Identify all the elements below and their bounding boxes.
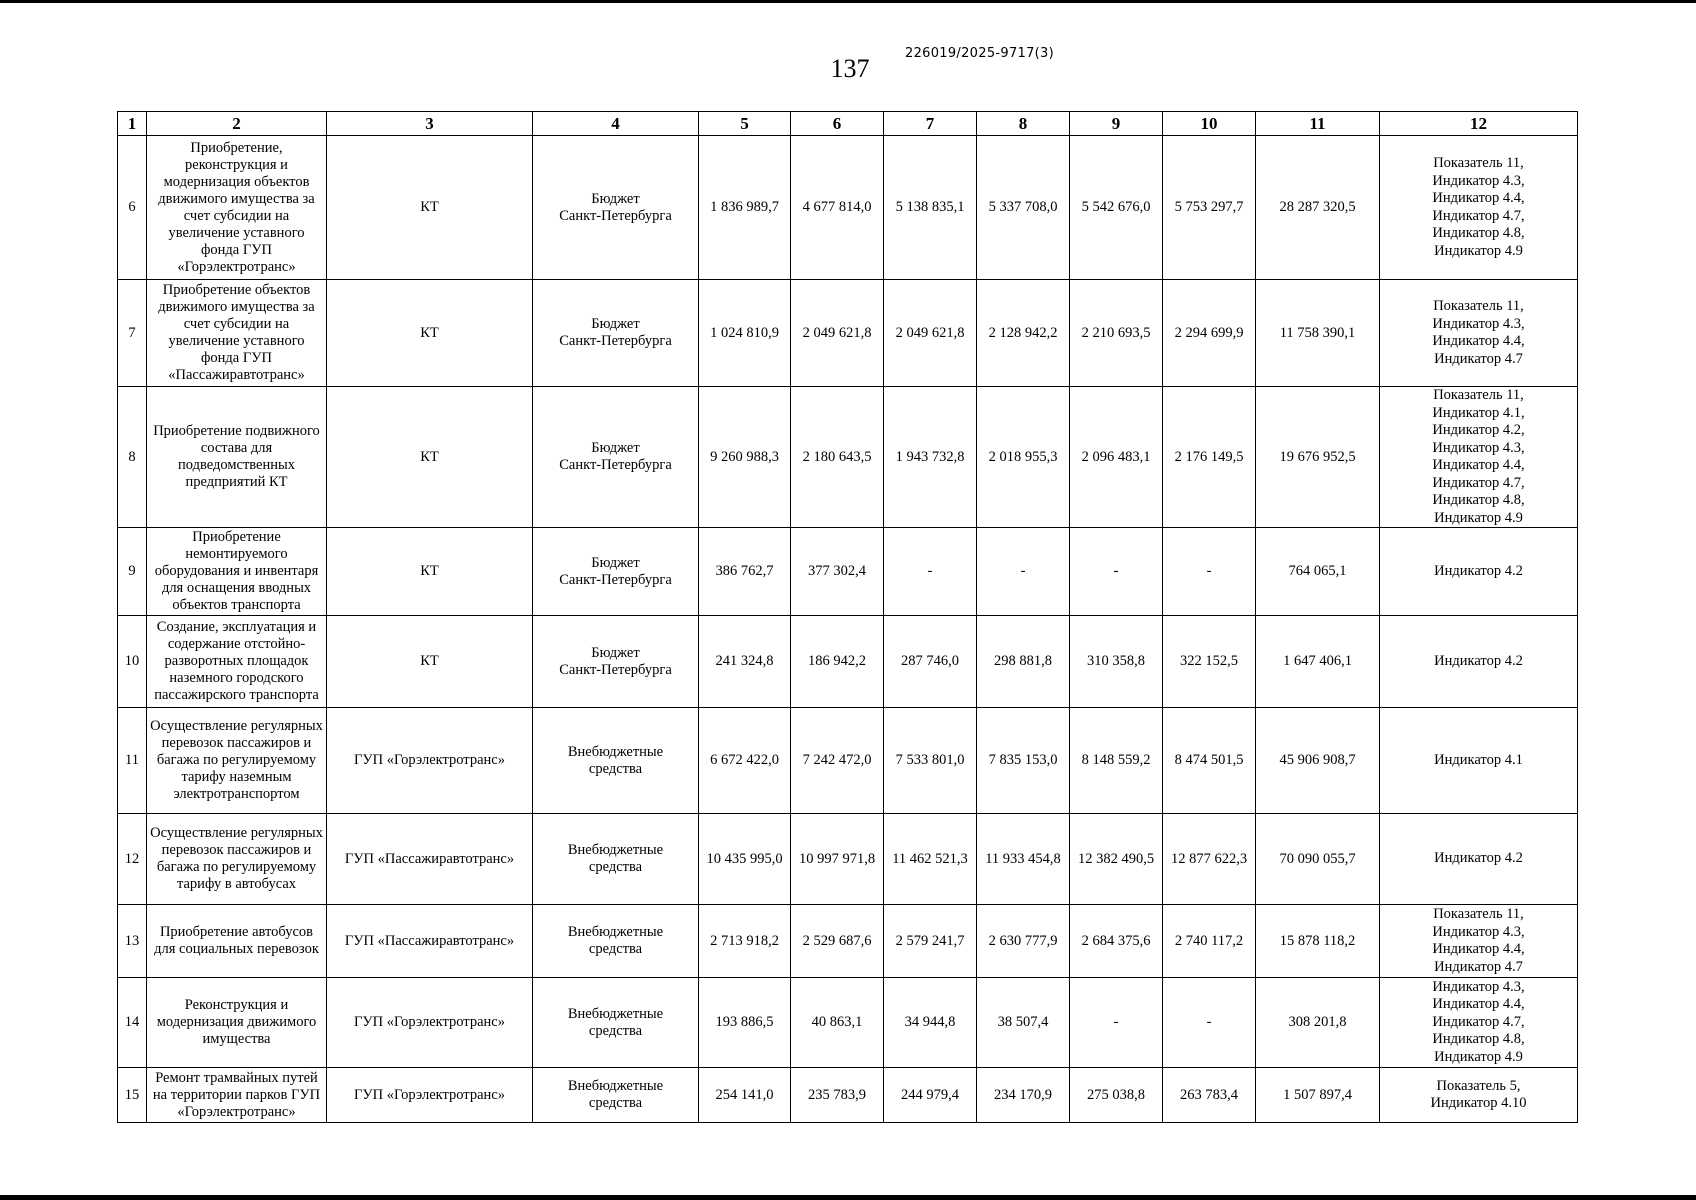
- funding-source: Внебюджетные средства: [533, 905, 699, 978]
- row-number: 9: [118, 528, 147, 616]
- table-row: [118, 387, 1578, 528]
- value-col-9: -: [1070, 528, 1163, 616]
- value-col-7: 5 138 835,1: [884, 136, 977, 280]
- value-col-10: 2 294 699,9: [1163, 280, 1256, 387]
- value-col-10: -: [1163, 528, 1256, 616]
- indicators: Индикатор 4.3, Индикатор 4.4, Индикатор 4.7, Индикатор 4.8, Индикатор 4.9: [1380, 978, 1578, 1068]
- row-number: 11: [118, 708, 147, 814]
- executor: КТ: [327, 280, 533, 387]
- column-header: 2: [147, 112, 327, 136]
- activity-name: Приобретение автобусов для социальных перевозок: [147, 905, 327, 978]
- value-col-6: 2 049 621,8: [791, 280, 884, 387]
- value-col-7: 34 944,8: [884, 978, 977, 1068]
- value-col-9: 12 382 490,5: [1070, 814, 1163, 905]
- value-col-11-total: 11 758 390,1: [1256, 280, 1380, 387]
- value-col-7: 2 579 241,7: [884, 905, 977, 978]
- value-col-7: 287 746,0: [884, 616, 977, 708]
- activity-name: Осуществление регулярных перевозок пассажиров и багажа по регулируемому тарифу в автобусах: [147, 814, 327, 905]
- table-row: [118, 616, 1578, 708]
- table-row: [118, 528, 1578, 616]
- executor: ГУП «Пассажиравтотранс»: [327, 905, 533, 978]
- value-col-11-total: 45 906 908,7: [1256, 708, 1380, 814]
- indicators: Показатель 11, Индикатор 4.3, Индикатор 4.4, Индикатор 4.7: [1380, 280, 1578, 387]
- row-number: 14: [118, 978, 147, 1068]
- executor: КТ: [327, 387, 533, 528]
- indicators: Индикатор 4.1: [1380, 708, 1578, 814]
- value-col-8: 298 881,8: [977, 616, 1070, 708]
- table-row: [118, 280, 1578, 387]
- value-col-9: 310 358,8: [1070, 616, 1163, 708]
- value-col-10: 12 877 622,3: [1163, 814, 1256, 905]
- value-col-9: 275 038,8: [1070, 1068, 1163, 1123]
- funding-source: Бюджет Санкт-Петербурга: [533, 616, 699, 708]
- funding-source: Бюджет Санкт-Петербурга: [533, 136, 699, 280]
- value-col-8: 11 933 454,8: [977, 814, 1070, 905]
- value-col-6: 7 242 472,0: [791, 708, 884, 814]
- value-col-9: -: [1070, 978, 1163, 1068]
- program-activities-table: [117, 111, 1578, 1123]
- value-col-6: 2 180 643,5: [791, 387, 884, 528]
- value-col-11-total: 70 090 055,7: [1256, 814, 1380, 905]
- executor: КТ: [327, 616, 533, 708]
- value-col-5: 193 886,5: [699, 978, 791, 1068]
- value-col-5: 1 024 810,9: [699, 280, 791, 387]
- value-col-6: 40 863,1: [791, 978, 884, 1068]
- funding-source: Внебюджетные средства: [533, 978, 699, 1068]
- value-col-6: 10 997 971,8: [791, 814, 884, 905]
- value-col-6: 377 302,4: [791, 528, 884, 616]
- value-col-11-total: 764 065,1: [1256, 528, 1380, 616]
- value-col-5: 254 141,0: [699, 1068, 791, 1123]
- value-col-6: 235 783,9: [791, 1068, 884, 1123]
- value-col-10: 322 152,5: [1163, 616, 1256, 708]
- value-col-5: 1 836 989,7: [699, 136, 791, 280]
- value-col-10: 5 753 297,7: [1163, 136, 1256, 280]
- table-row: [118, 814, 1578, 905]
- funding-source: Внебюджетные средства: [533, 1068, 699, 1123]
- value-col-8: 7 835 153,0: [977, 708, 1070, 814]
- activity-name: Создание, эксплуатация и содержание отстойно-разворотных площадок наземного городского пассажирского транспорта: [147, 616, 327, 708]
- value-col-9: 8 148 559,2: [1070, 708, 1163, 814]
- indicators: Показатель 5, Индикатор 4.10: [1380, 1068, 1578, 1123]
- value-col-9: 5 542 676,0: [1070, 136, 1163, 280]
- value-col-5: 2 713 918,2: [699, 905, 791, 978]
- activity-name: Приобретение подвижного состава для подведомственных предприятий КТ: [147, 387, 327, 528]
- row-number: 8: [118, 387, 147, 528]
- executor: КТ: [327, 136, 533, 280]
- value-col-11-total: 19 676 952,5: [1256, 387, 1380, 528]
- column-header: 9: [1070, 112, 1163, 136]
- column-header: 5: [699, 112, 791, 136]
- table-row: [118, 905, 1578, 978]
- row-number: 13: [118, 905, 147, 978]
- activity-name: Приобретение объектов движимого имущества за счет субсидии на увеличение уставного фонда ГУП «Пассажиравтотранс»: [147, 280, 327, 387]
- row-number: 6: [118, 136, 147, 280]
- value-col-8: 2 128 942,2: [977, 280, 1070, 387]
- value-col-6: 4 677 814,0: [791, 136, 884, 280]
- value-col-7: 11 462 521,3: [884, 814, 977, 905]
- table-row: [118, 136, 1578, 280]
- column-header: 3: [327, 112, 533, 136]
- value-col-8: 38 507,4: [977, 978, 1070, 1068]
- indicators: Показатель 11, Индикатор 4.3, Индикатор 4.4, Индикатор 4.7: [1380, 905, 1578, 978]
- value-col-7: 1 943 732,8: [884, 387, 977, 528]
- value-col-8: 5 337 708,0: [977, 136, 1070, 280]
- funding-source: Бюджет Санкт-Петербурга: [533, 280, 699, 387]
- value-col-10: 2 740 117,2: [1163, 905, 1256, 978]
- value-col-8: 2 630 777,9: [977, 905, 1070, 978]
- activity-name: Осуществление регулярных перевозок пассажиров и багажа по регулируемому тарифу наземным электротранспортом: [147, 708, 327, 814]
- indicators: Индикатор 4.2: [1380, 528, 1578, 616]
- column-header: 7: [884, 112, 977, 136]
- table-row: [118, 1068, 1578, 1123]
- value-col-9: 2 684 375,6: [1070, 905, 1163, 978]
- row-number: 10: [118, 616, 147, 708]
- value-col-11-total: 308 201,8: [1256, 978, 1380, 1068]
- value-col-11-total: 1 647 406,1: [1256, 616, 1380, 708]
- scan-border-top: [0, 0, 1696, 3]
- column-header: 8: [977, 112, 1070, 136]
- value-col-7: -: [884, 528, 977, 616]
- executor: ГУП «Горэлектротранс»: [327, 708, 533, 814]
- column-header: 11: [1256, 112, 1380, 136]
- document-reference-stamp: 226019/2025-9717(3): [905, 46, 1054, 61]
- column-number-header-row: [118, 112, 1578, 136]
- executor: КТ: [327, 528, 533, 616]
- executor: ГУП «Горэлектротранс»: [327, 1068, 533, 1123]
- column-header: 4: [533, 112, 699, 136]
- funding-source: Бюджет Санкт-Петербурга: [533, 387, 699, 528]
- value-col-10: 8 474 501,5: [1163, 708, 1256, 814]
- activity-name: Ремонт трамвайных путей на территории парков ГУП «Горэлектротранс»: [147, 1068, 327, 1123]
- value-col-5: 9 260 988,3: [699, 387, 791, 528]
- value-col-5: 6 672 422,0: [699, 708, 791, 814]
- value-col-7: 7 533 801,0: [884, 708, 977, 814]
- value-col-5: 241 324,8: [699, 616, 791, 708]
- value-col-5: 386 762,7: [699, 528, 791, 616]
- funding-source: Бюджет Санкт-Петербурга: [533, 528, 699, 616]
- column-header: 10: [1163, 112, 1256, 136]
- value-col-8: 2 018 955,3: [977, 387, 1070, 528]
- row-number: 7: [118, 280, 147, 387]
- indicators: Показатель 11, Индикатор 4.1, Индикатор 4.2, Индикатор 4.3, Индикатор 4.4, Индикатор 4.7, Индикатор 4.8, Индикатор 4.9: [1380, 387, 1578, 528]
- value-col-6: 186 942,2: [791, 616, 884, 708]
- value-col-5: 10 435 995,0: [699, 814, 791, 905]
- value-col-11-total: 15 878 118,2: [1256, 905, 1380, 978]
- value-col-9: 2 210 693,5: [1070, 280, 1163, 387]
- value-col-11-total: 28 287 320,5: [1256, 136, 1380, 280]
- value-col-10: 2 176 149,5: [1163, 387, 1256, 528]
- value-col-6: 2 529 687,6: [791, 905, 884, 978]
- value-col-10: 263 783,4: [1163, 1068, 1256, 1123]
- value-col-11-total: 1 507 897,4: [1256, 1068, 1380, 1123]
- value-col-8: 234 170,9: [977, 1068, 1070, 1123]
- value-col-9: 2 096 483,1: [1070, 387, 1163, 528]
- value-col-10: -: [1163, 978, 1256, 1068]
- indicators: Индикатор 4.2: [1380, 814, 1578, 905]
- activity-name: Приобретение, реконструкция и модернизация объектов движимого имущества за счет субсидии на увеличение уставного фонда ГУП «Горэлектротранс»: [147, 136, 327, 280]
- row-number: 15: [118, 1068, 147, 1123]
- indicators: Индикатор 4.2: [1380, 616, 1578, 708]
- value-col-7: 2 049 621,8: [884, 280, 977, 387]
- funding-source: Внебюджетные средства: [533, 708, 699, 814]
- indicators: Показатель 11, Индикатор 4.3, Индикатор 4.4, Индикатор 4.7, Индикатор 4.8, Индикатор 4.9: [1380, 136, 1578, 280]
- executor: ГУП «Горэлектротранс»: [327, 978, 533, 1068]
- table-row: [118, 708, 1578, 814]
- page-number: 137: [830, 54, 870, 83]
- scan-border-bottom: [0, 1195, 1696, 1200]
- executor: ГУП «Пассажиравтотранс»: [327, 814, 533, 905]
- activity-name: Реконструкция и модернизация движимого имущества: [147, 978, 327, 1068]
- row-number: 12: [118, 814, 147, 905]
- table-row: [118, 978, 1578, 1068]
- activity-name: Приобретение немонтируемого оборудования и инвентаря для оснащения вводных объектов транспорта: [147, 528, 327, 616]
- column-header: 12: [1380, 112, 1578, 136]
- funding-source: Внебюджетные средства: [533, 814, 699, 905]
- value-col-8: -: [977, 528, 1070, 616]
- column-header: 1: [118, 112, 147, 136]
- column-header: 6: [791, 112, 884, 136]
- value-col-7: 244 979,4: [884, 1068, 977, 1123]
